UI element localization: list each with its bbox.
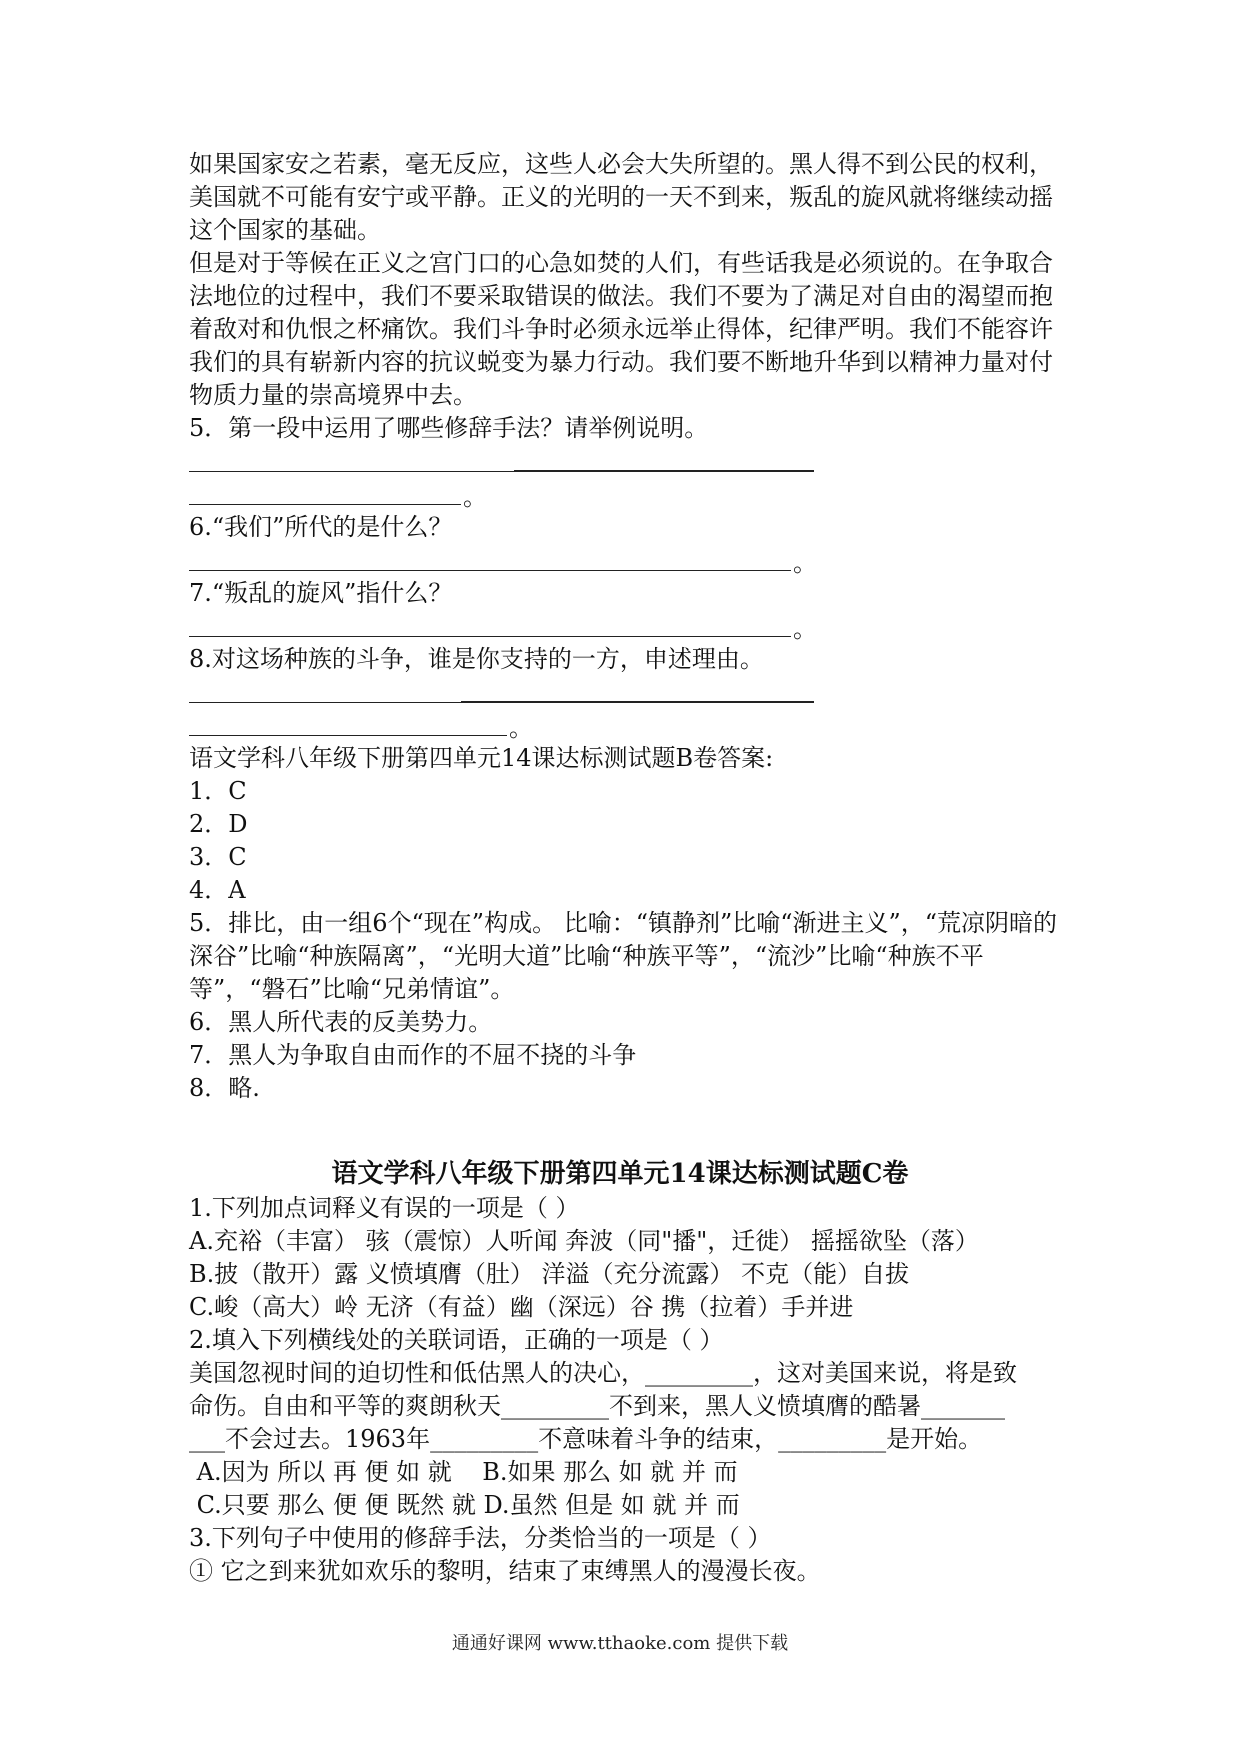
- blank-rule: [189, 570, 791, 571]
- section-c: [189, 1192, 1069, 1588]
- page-footer: 通通好课网 www.tthaoke.com 提供下载: [451, 1633, 789, 1654]
- passage-paragraph-1: 如果国家安之若素，毫无反应，这些人必会大失所望的。黑人得不到公民的权利，美国就不可能有安宁或平静。正义的光明的一天不到来，叛乱的旋风就将继续动摇这个国家的基础。: [189, 150, 1053, 244]
- question-c3-item-1: ① 它之到来犹如欢乐的黎明，结束了束缚黑人的漫漫长夜。: [189, 1557, 821, 1585]
- question-c2-body-line: 命伤。自由和平等的爽朗秋天_________不到来，黑人义愤填膺的酷暑_______: [189, 1392, 1005, 1420]
- passage-paragraph-2: 但是对于等候在正义之宫门口的心急如焚的人们，有些话我是必须说的。在争取合法地位的过程中，我们不要采取错误的做法。我们不要为了满足对自由的渴望而抱着敌对和仇恨之杯痛饮。我们斗争时必须永远举止得体，纪律严明。我们不能容许我们的具有崭新内容的抗议蜕变为暴力行动。我们要不断地升华到以精神力量对付物质力量的崇高境界中去。: [189, 249, 1053, 409]
- answer-item: 3．C: [189, 843, 247, 871]
- answers-heading: 语文学科八年级下册第四单元14课达标测试题B卷答案:: [189, 744, 774, 772]
- period-mark: 。: [463, 483, 487, 511]
- answer-blank-7[interactable]: [189, 610, 1069, 643]
- period-mark: 。: [509, 714, 533, 742]
- blank-rule: [514, 470, 814, 472]
- answer-item: 4．A: [189, 876, 246, 904]
- section-c-title: 语文学科八年级下册第四单元14课达标测试题C卷: [331, 1159, 909, 1189]
- question-c2-body-line: ___不会过去。1963年_________不意味着斗争的结束，_________是开始。: [189, 1425, 983, 1453]
- question-c2-body-line: 美国忽视时间的迫切性和低估黑人的决心，_________，这对美国来说，将是致: [189, 1359, 1017, 1387]
- question-c2-options-line: A.因为 所以 再 便 如 就 B.如果 那么 如 就 并 而: [189, 1458, 738, 1486]
- blank-rule: [189, 504, 461, 505]
- answer-item: 1．C: [189, 777, 247, 805]
- blank-rule: [189, 636, 791, 637]
- answer-blank-8b[interactable]: [189, 709, 1069, 742]
- question-c3-stem: 3.下列句子中使用的修辞手法，分类恰当的一项是（ ）: [189, 1524, 772, 1552]
- blank-rule: [461, 701, 814, 703]
- answer-blank-6[interactable]: [189, 544, 1069, 577]
- answer-item: 2．D: [189, 810, 248, 838]
- question-5: 5．第一段中运用了哪些修辞手法？请举例说明。: [189, 414, 709, 442]
- question-c1-option-b: B.披（散开）露 义愤填膺（肚） 洋溢（充分流露） 不克（能）自拔: [189, 1260, 910, 1288]
- question-c1-option-c: C.峻（高大）岭 无济（有益）幽（深远）谷 携（拉着）手并进: [189, 1293, 854, 1321]
- question-8: 8.对这场种族的斗争，谁是你支持的一方，申述理由。: [189, 645, 764, 673]
- answer-blank-8a[interactable]: [189, 676, 1069, 709]
- blank-rule: [189, 471, 514, 472]
- answer-blank-5b[interactable]: [189, 478, 1069, 511]
- blank-rule: [189, 735, 507, 736]
- question-6: 6.“我们”所代的是什么？: [189, 513, 453, 541]
- question-c1-option-a: A.充裕（丰富） 骇（震惊）人听闻 奔波（同"播"，迁徙） 摇摇欲坠（落）: [189, 1227, 979, 1255]
- answer-item: 8．略.: [189, 1074, 260, 1102]
- answer-item: 6．黑人所代表的反美势力。: [189, 1008, 493, 1036]
- period-mark: 。: [793, 549, 817, 577]
- period-mark: 。: [793, 615, 817, 643]
- question-7: 7.“叛乱的旋风”指什么？: [189, 579, 453, 607]
- question-c1-stem: 1.下列加点词释义有误的一项是（ ）: [189, 1194, 580, 1222]
- blank-rule: [189, 702, 461, 703]
- passage: [189, 148, 1069, 1105]
- answer-blank-5a[interactable]: [189, 445, 1069, 478]
- answer-item: 5．排比，由一组6个“现在”构成。 比喻：“镇静剂”比喻“渐进主义”，“荒凉阴暗的深谷”比喻“种族隔离”，“光明大道”比喻“种族平等”，“流沙”比喻“种族不平等”，“磐石”比喻“兄弟情谊”。: [189, 909, 1058, 1003]
- question-c2-stem: 2.填入下列横线处的关联词语，正确的一项是（ ）: [189, 1326, 724, 1354]
- question-c2-options-line: C.只要 那么 便 便 既然 就 D.虽然 但是 如 就 并 而: [189, 1491, 740, 1519]
- answer-item: 7．黑人为争取自由而作的不屈不挠的斗争: [189, 1041, 637, 1069]
